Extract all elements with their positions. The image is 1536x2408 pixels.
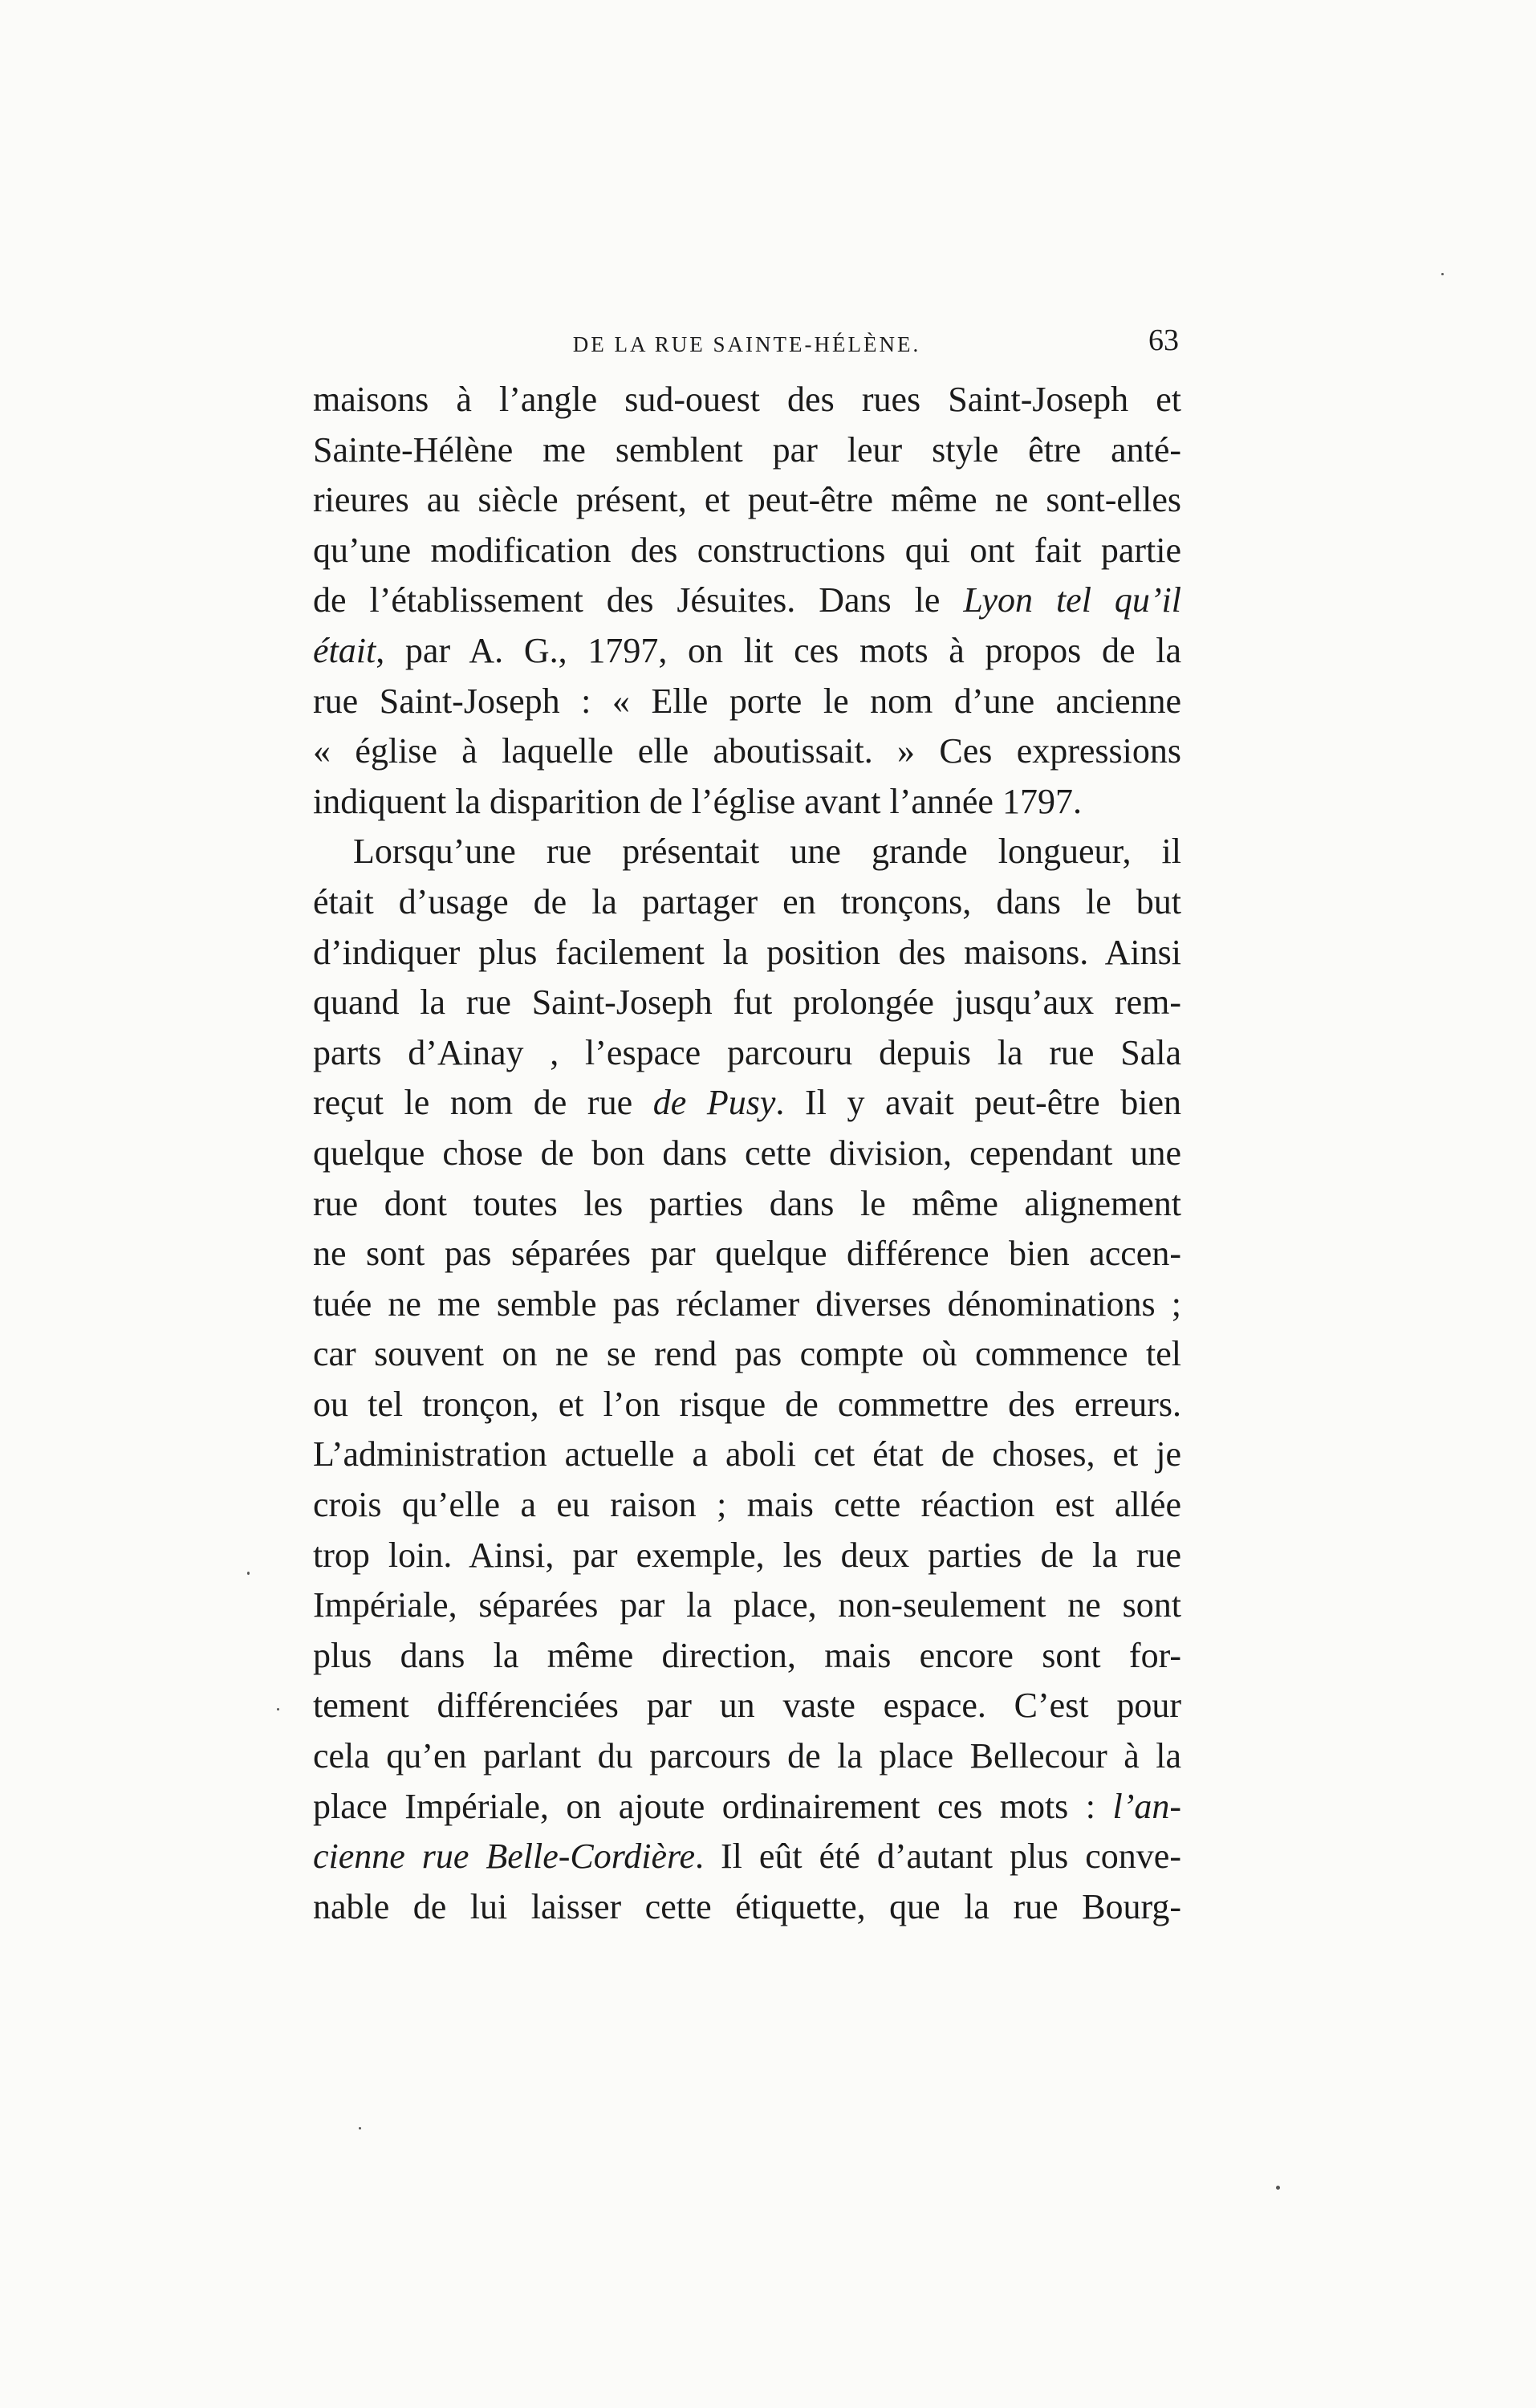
text-segment: ne sont pas séparées par quelque différence bien accen- [313, 1234, 1181, 1274]
text-line [313, 1731, 1181, 1782]
scan-speck [359, 2127, 361, 2129]
text-line [313, 978, 1181, 1028]
text-line [313, 526, 1181, 576]
italic-text: était [313, 630, 376, 670]
text-line [313, 726, 1181, 777]
page-number: 63 [1148, 323, 1179, 357]
scan-speck [277, 1708, 279, 1710]
text-line [313, 1179, 1181, 1230]
italic-text: cienne rue Belle-Cordière [313, 1837, 696, 1877]
text-segment: cela qu’en parlant du parcours de la place Bellecour à la [313, 1736, 1181, 1776]
text-segment: rue dont toutes les parties dans le même alignement [313, 1183, 1181, 1223]
text-line [313, 777, 1181, 828]
text-segment: qu’une modification des constructions qui ont fait partie [313, 530, 1181, 570]
text-segment: . Il eût été d’autant plus conve- [695, 1837, 1181, 1877]
scan-speck [1276, 2186, 1280, 2190]
text-line [313, 1229, 1181, 1279]
text-line [313, 1882, 1181, 1933]
text-line [313, 1531, 1181, 1581]
text-line [313, 1480, 1181, 1531]
text-segment: , par A. G., 1797, on lit ces mots à propos de la [376, 630, 1181, 670]
text-segment: ou tel tronçon, et l’on risque de commettre des erreurs. [313, 1384, 1181, 1424]
text-line [313, 425, 1181, 476]
text-segment: d’indiquer plus facilement la position des maisons. Ainsi [313, 932, 1181, 972]
text-segment: était d’usage de la partager en tronçons, dans le but [313, 881, 1181, 921]
text-line [313, 1129, 1181, 1179]
text-line [313, 1028, 1181, 1079]
running-head [315, 323, 1179, 363]
text-line [313, 877, 1181, 928]
running-title: DE LA RUE SAINTE-HÉLÈNE. [572, 332, 921, 356]
text-line [313, 1580, 1181, 1631]
text-line [313, 677, 1181, 727]
body-text [313, 375, 1181, 1932]
text-line [313, 1430, 1181, 1480]
text-segment: tuée ne me semble pas réclamer diverses dénominations ; [313, 1283, 1181, 1324]
text-segment: tement différenciées par un vaste espace. C’est pour [313, 1686, 1181, 1726]
text-segment: quand la rue Saint-Joseph fut prolongée jusqu’aux rem- [313, 982, 1181, 1023]
text-segment: rue Saint-Joseph : « Elle porte le nom d’une ancienne [313, 681, 1181, 721]
italic-text: Lyon tel qu’il [963, 580, 1181, 620]
text-segment: L’administration actuelle a aboli cet état de choses, et je [313, 1434, 1181, 1474]
text-line [313, 475, 1181, 526]
text-segment: Lorsqu’une rue présentait une grande longueur, il [353, 832, 1181, 872]
scan-speck [247, 1572, 250, 1575]
text-line [313, 928, 1181, 978]
text-line [313, 1681, 1181, 1731]
text-line [313, 576, 1181, 626]
text-segment: car souvent on ne se rend pas compte où commence tel [313, 1334, 1181, 1374]
text-segment: Impériale, séparées par la place, non-seulement ne sont [313, 1585, 1181, 1625]
text-segment: nable de lui laisser cette étiquette, que la rue Bourg- [313, 1886, 1181, 1926]
text-line [313, 375, 1181, 425]
text-segment: parts d’Ainay , l’espace parcouru depuis la rue Sala [313, 1032, 1181, 1072]
text-line [313, 626, 1181, 677]
text-segment: maisons à l’angle sud-ouest des rues Saint-Joseph et [313, 380, 1181, 419]
text-segment: rieures au siècle présent, et peut-être même ne sont-elles [313, 480, 1181, 520]
text-line [313, 1329, 1181, 1380]
text-line [313, 1279, 1181, 1330]
text-segment: indiquent la disparition de l’église avant l’année 1797. [313, 781, 1082, 821]
text-line [313, 1631, 1181, 1682]
text-line [313, 827, 1181, 877]
text-segment: Sainte-Hélène me semblent par leur style être anté- [313, 429, 1181, 470]
scan-speck [1441, 273, 1444, 275]
text-line [313, 1380, 1181, 1430]
text-segment: plus dans la même direction, mais encore sont for- [313, 1635, 1181, 1675]
text-segment: trop loin. Ainsi, par exemple, les deux parties de la rue [313, 1535, 1181, 1575]
text-segment: . Il y avait peut-être bien [775, 1083, 1182, 1123]
text-line [313, 1078, 1181, 1129]
text-segment: place Impériale, on ajoute ordinairement ces mots : [313, 1786, 1113, 1826]
text-segment: quelque chose de bon dans cette division, cependant une [313, 1133, 1181, 1173]
text-segment: crois qu’elle a eu raison ; mais cette réaction est allée [313, 1485, 1181, 1525]
text-line [313, 1832, 1181, 1882]
italic-text: de Pusy [652, 1083, 776, 1123]
text-segment: reçut le nom de rue [313, 1083, 653, 1123]
italic-text: l’an- [1112, 1786, 1181, 1826]
text-segment: « église à laquelle elle aboutissait. » Ces expressions [313, 731, 1181, 771]
text-line [313, 1782, 1181, 1832]
text-segment: de l’établissement des Jésuites. Dans le [313, 580, 964, 620]
